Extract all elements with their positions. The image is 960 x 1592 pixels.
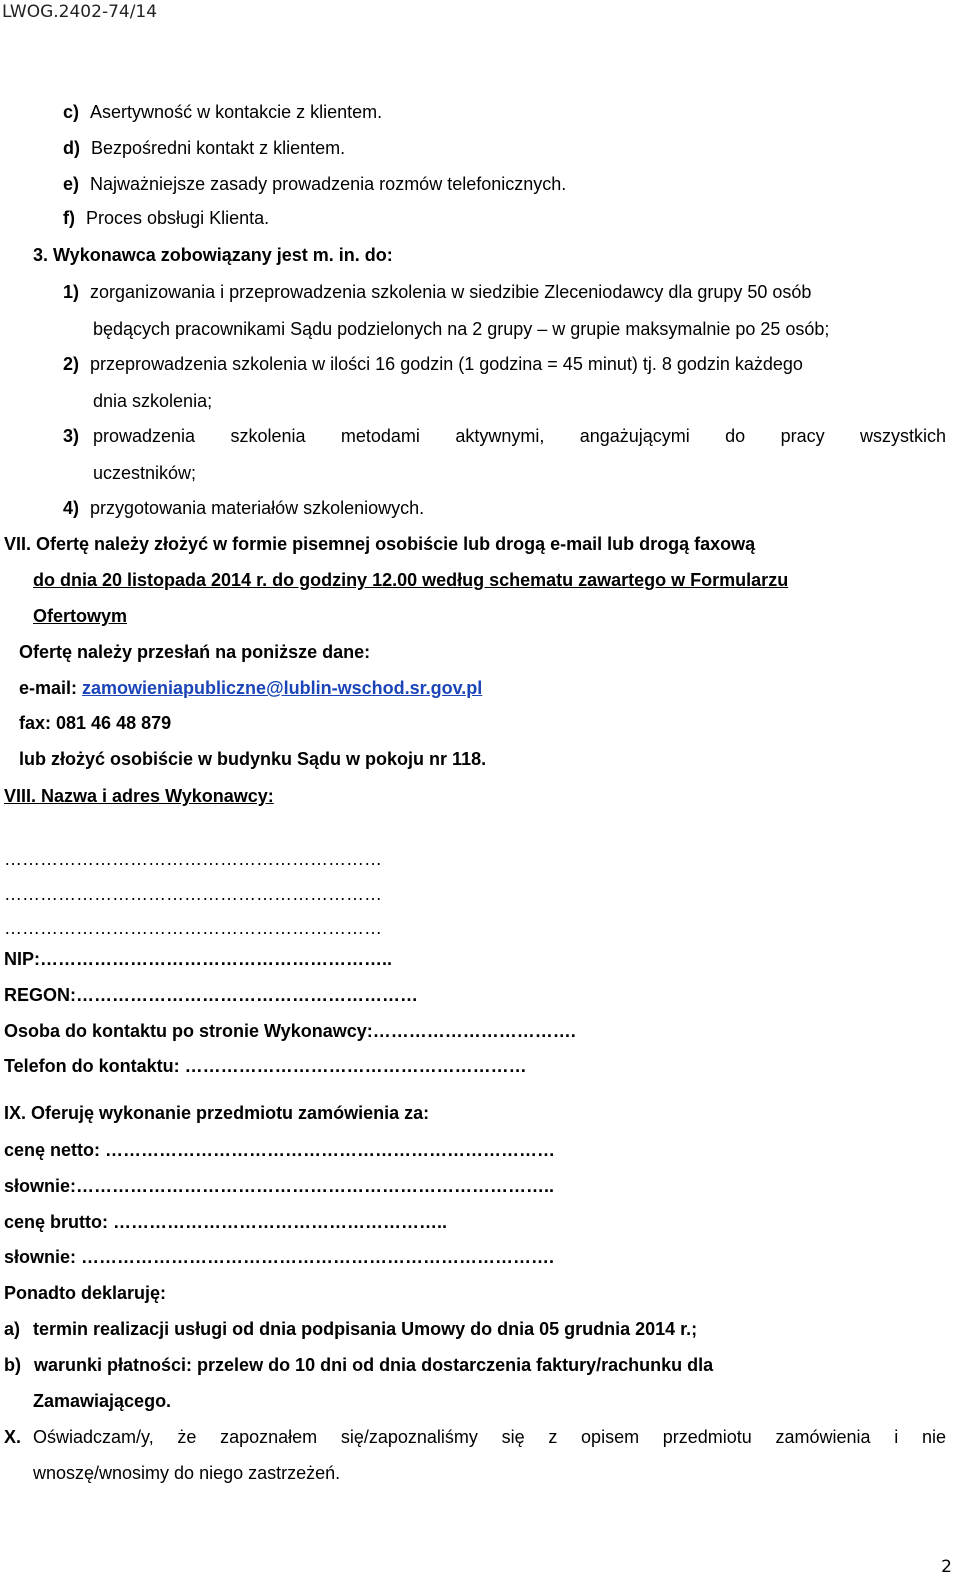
list-text: Najważniejsze zasady prowadzenia rozmów telefonicznych.	[90, 174, 567, 194]
section-3-heading: 3. Wykonawca zobowiązany jest m. in. do:	[33, 245, 393, 265]
list-text: Bezpośredni kontakt z klientem.	[91, 138, 346, 158]
gross-price-field: cenę brutto: ………………………………………………..	[4, 1212, 448, 1232]
list-item	[63, 207, 269, 229]
item-text-continued: uczestników;	[93, 463, 197, 483]
list-text: Proces obsługi Klienta.	[86, 208, 270, 228]
item-text-continued: Zamawiającego.	[33, 1391, 172, 1411]
gross-words-field: słownie: …………………………………………………………………….	[4, 1247, 555, 1267]
in-person-line: lub złożyć osobiście w budynku Sądu w pokoju nr 118.	[19, 749, 487, 769]
list-marker: f)	[63, 208, 75, 228]
email-label: e-mail:	[19, 678, 83, 698]
section-7-heading: VII. Ofertę należy złożyć w formie pisemnej osobiście lub drogą e-mail lub drogą faxową	[4, 534, 756, 554]
list-text: Asertywność w kontakcie z klientem.	[90, 102, 383, 122]
phone-field: Telefon do kontaktu: …………………………………………………	[4, 1056, 527, 1076]
list-marker: c)	[63, 102, 80, 122]
list-marker: d)	[63, 138, 80, 158]
item-text: termin realizacji usługi od dnia podpisania Umowy do dnia 05 grudnia 2014 r.;	[33, 1319, 698, 1339]
numbered-item	[63, 281, 811, 303]
section-8-heading: VIII. Nazwa i adres Wykonawcy:	[4, 786, 274, 806]
numbered-item	[63, 497, 424, 519]
nip-field: NIP:…………………………………………………..	[4, 949, 393, 969]
email-line	[19, 677, 482, 699]
list-item	[63, 101, 382, 123]
item-marker: a)	[4, 1319, 21, 1339]
section-10-text-continued: wnoszę/wnosimy do niego zastrzeżeń.	[33, 1463, 341, 1483]
item-marker: 1)	[63, 282, 80, 302]
item-text: warunki płatności: przelew do 10 dni od dnia dostarczenia faktury/rachunku dla	[34, 1355, 714, 1375]
blank-line: ………………………………………………………	[4, 884, 382, 904]
numbered-item	[63, 425, 79, 447]
page-number: 2	[941, 1557, 952, 1577]
declaration-item	[4, 1354, 713, 1376]
item-text-continued: będących pracownikami Sądu podzielonych na 2 grupy – w grupie maksymalnie po 25 osób;	[93, 319, 830, 339]
item-marker: 2)	[63, 354, 80, 374]
list-item	[63, 173, 566, 195]
send-to-text: Ofertę należy przesłań na poniższe dane:	[19, 642, 371, 662]
item-text: przeprowadzenia szkolenia w ilości 16 godzin (1 godzina = 45 minut) tj. 8 godzin każdego	[90, 354, 803, 374]
deadline-line: Ofertowym	[33, 606, 128, 626]
deadline-line: do dnia 20 listopada 2014 r. do godziny 12.00 według schematu zawartego w Formularzu	[33, 570, 789, 590]
fax-line: fax: 081 46 48 879	[19, 713, 172, 733]
document-reference: LWOG.2402-74/14	[2, 2, 158, 22]
regon-field: REGON:…………………………………………………	[4, 985, 418, 1005]
item-text: zorganizowania i przeprowadzenia szkolenia w siedzibie Zleceniodawcy dla grupy 50 osób	[90, 282, 812, 302]
item-text-continued: dnia szkolenia;	[93, 391, 213, 411]
declare-heading: Ponadto deklaruję:	[4, 1283, 167, 1303]
list-marker: e)	[63, 174, 80, 194]
blank-line: ………………………………………………………	[4, 918, 382, 938]
item-marker: 3)	[63, 426, 80, 446]
section-9-heading: IX. Oferuję wykonanie przedmiotu zamówienia za:	[4, 1103, 430, 1123]
list-item	[63, 137, 345, 159]
item-marker: 4)	[63, 498, 80, 518]
net-price-field: cenę netto: …………………………………………………………………	[4, 1140, 556, 1160]
numbered-item	[63, 353, 803, 375]
section-10-text: Oświadczam/y, że zapoznałem się/zapoznaliśmy się z opisem przedmiotu zamówienia i nie	[33, 1427, 946, 1447]
contact-person-field: Osoba do kontaktu po stronie Wykonawcy:…………………………….	[4, 1021, 576, 1041]
net-words-field: słownie:……………………………………………………………………..	[4, 1176, 555, 1196]
blank-line: ………………………………………………………	[4, 849, 382, 869]
declaration-item	[4, 1318, 697, 1340]
section-10-marker: X.	[4, 1427, 22, 1447]
item-text: prowadzenia szkolenia metodami aktywnymi, angażującymi do pracy wszystkich	[93, 426, 946, 446]
email-link[interactable]: zamowieniapubliczne@lublin-wschod.sr.gov.pl	[82, 678, 483, 698]
item-text: przygotowania materiałów szkoleniowych.	[90, 498, 425, 518]
item-marker: b)	[4, 1355, 21, 1375]
